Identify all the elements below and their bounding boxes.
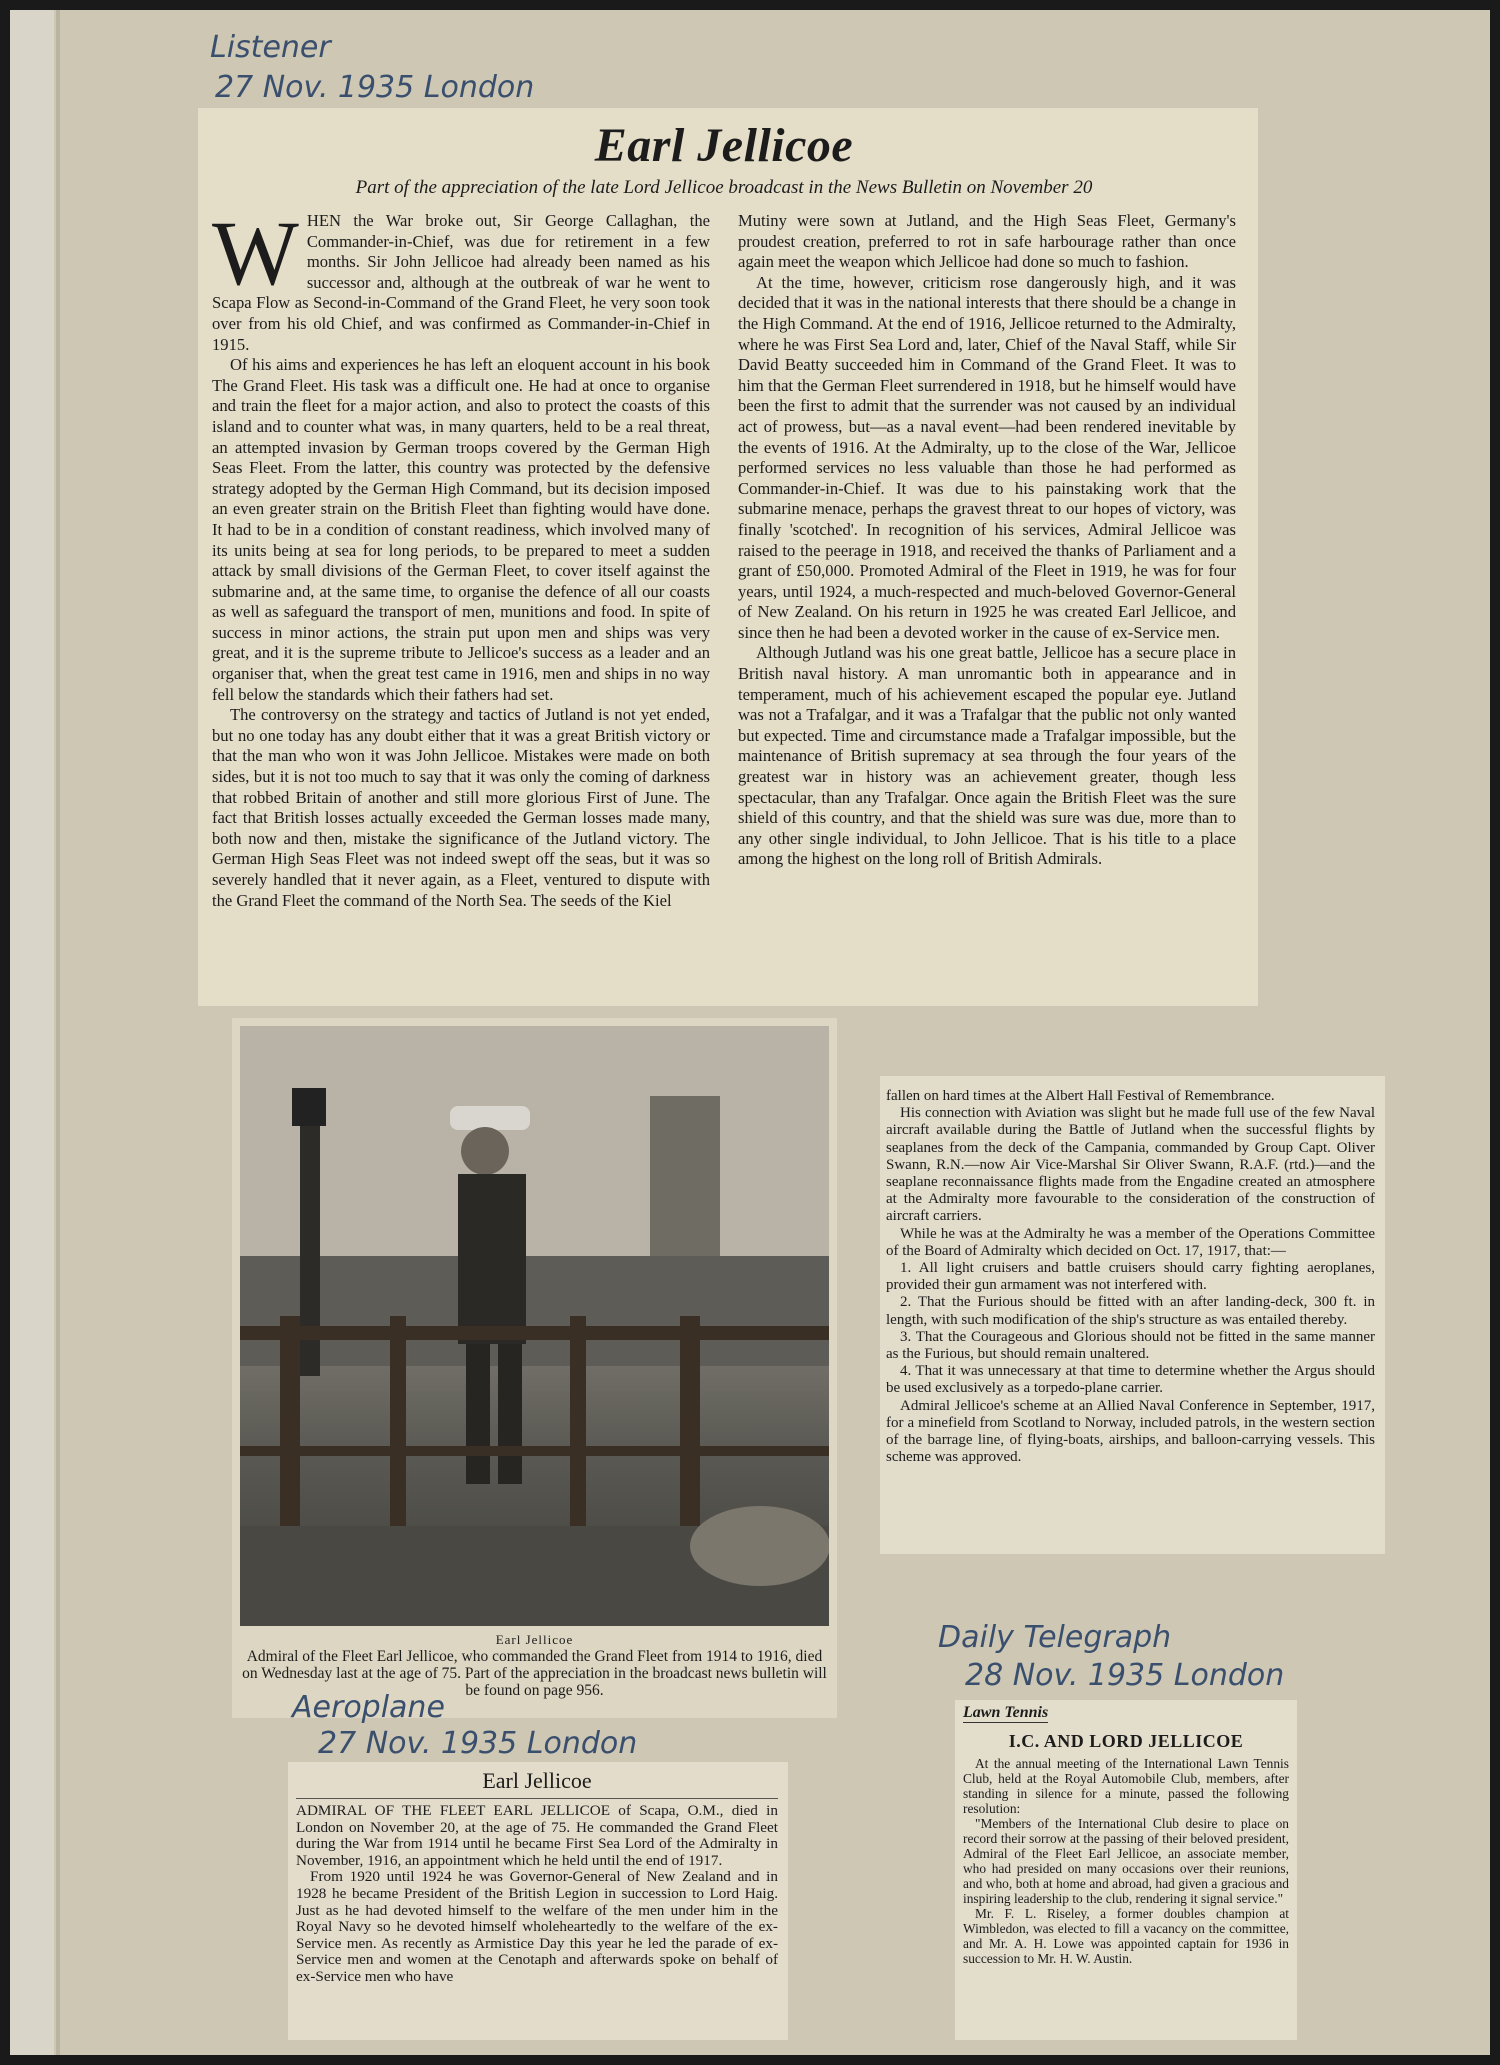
article-paragraph: The controversy on the strategy and tactics of Jutland is not yet ended, but no one today has any doubt either that it was a great British victory or that the man who won it was John Jellicoe. Mistakes were made on both sides, but it is not too much to say that it was only the coming of darkness that robbed Britain of another and still more glorious First of June. The fact that British losses actually exceeded the German losses made many, both now and then, mistake the significance of the Jutland victory. The German High Seas Fleet was not indeed swept off the seas, but it was so severely handled that it never again, as a Fleet, ventured to dispute with the Grand Fleet the command of the North Sea. The seeds of the Kiel [212,705,710,910]
article-paragraph: WHEN the War broke out, Sir George Callaghan, the Commander-in-Chief, was due for retirement in a few months. Sir John Jellicoe had already been named as his successor and, although at the outbreak of war he went to Scapa Flow as Second-in-Command of the Grand Fleet, he very soon took over from his old Chief, and was confirmed as Commander-in-Chief in 1915. [212,202,710,354]
page-spine [56,10,60,2055]
article-paragraph: Mutiny were sown at Jutland, and the High Seas Fleet, Germany's proudest creation, preferred to rot in safe harbourage rather than once again meet the weapon which Jellicoe had done so much to fashion. [738,211,1236,272]
tennis-paragraph: At the annual meeting of the International Lawn Tennis Club, held at the Royal Automobile Club, members, after standing in silence for a minute, passed the following resolution: [963,1756,1289,1816]
tennis-kicker: Lawn Tennis [963,1704,1049,1721]
handwritten-source-telegraph: Daily Telegraph [938,1620,1172,1655]
aviation-paragraph: Admiral Jellicoe's scheme at an Allied Naval Conference in September, 1917, for a minefield from Scotland to Norway, included patrols, in the western section of the barrage line, of flying-boats, airships, and balloon-carrying vessels. This scheme was approved. [886,1397,1375,1466]
article-column-2 [738,211,1236,911]
aviation-paragraph: 3. That the Courageous and Glorious should not be fitted in the same manner as the Furious, but should remain unaltered. [886,1328,1375,1363]
article-paragraph: Of his aims and experiences he has left an eloquent account in his book The Grand Fleet. His task was a difficult one. He had at once to organise and train the fleet for a major action, and also to protect the coasts of this island and to counter what was, in many quarters, held to be a real threat, an attempted invasion by German troops covered by the German High Seas Fleet. From the latter, this country was protected by the defensive strategy adopted by the German High Command, but its decision imposed an even greater strain on the British Fleet than fighting would have done. It had to be in a condition of constant readiness, which involved many of its units being at sea for long periods, to be prepared to meet a sudden attack by small divisions of the German Fleet, to cover itself against the submarine and, at the same time, to organise the defence of all our coasts as well as safeguard the transport of men, munitions and food. In spite of success in minor actions, the strain put upon men and ships was very great, and it is the supreme tribute to Jellicoe's success as a leader and an organiser that, when the great test came in 1916, men and ships in no way fell below the standards which their fathers had set. [212,355,710,704]
handwritten-source-listener: Listener [210,30,331,65]
tennis-headline: I.C. AND LORD JELLICOE [1008,1731,1244,1751]
main-article-clipping [198,108,1258,1006]
handwritten-date-aeroplane: 27 Nov. 1935 London [318,1726,638,1761]
aviation-paragraph: His connection with Aviation was slight but he made full use of the few Naval aircraft available during the Battle of Jutland when the successful flights by seaplanes from the deck of the Campania, commanded by Group Capt. Oliver Swann, R.N.—now Air Vice-Marshal Sir Oliver Swann, R.A.F. (rtd.)—and the seaplane reconnaissance flights made from the Engadine created an atmosphere at the Admiralty more favourable to the consideration of the construction of aircraft carriers. [886,1105,1375,1225]
aeroplane-paragraph: ADMIRAL OF THE FLEET EARL JELLICOE of Scapa, O.M., died in London on November 20, at the age of 75. He commanded the Grand Fleet during the War from 1914 until he became First Sea Lord of the Admiralty in November, 1916, an appointment which he held until the end of 1917. [296,1802,778,1869]
article-title: Earl Jellicoe [594,119,854,172]
handwritten-date-telegraph: 28 Nov. 1935 London [965,1658,1285,1693]
admiral-photo [240,1026,829,1626]
article-paragraph: At the time, however, criticism rose dangerously high, and it was decided that it was in the national interests that there should be a change in the High Command. At the end of 1916, Jellicoe returned to the Admiralty, where he was First Sea Lord and, later, Chief of the Naval Staff, while Sir David Beatty succeeded him in Command of the Grand Fleet. It was to him that the German Fleet surrendered in 1918, but he himself would have been the first to admit that the surrender was not caused by an individual act of prowess, but—as a naval event—had been rendered inevitable by the events of 1916. At the Admiralty, up to the close of the War, Jellicoe performed services no less valuable than those he had performed as Commander-in-Chief. It was due to his painstaking work that the submarine menace, perhaps the gravest threat to our hopes of victory, was finally 'scotched'. In recognition of his services, Admiral Jellicoe was raised to the peerage in 1918, and received the thanks of Parliament and a grant of £50,000. Promoted Admiral of the Fleet in 1919, he was for four years, until 1924, a much-respected and much-beloved Governor-General of New Zealand. On his return in 1925 he was created Earl Jellicoe, and since then he had been a devoted worker in the cause of ex-Service men. [738,272,1236,642]
drop-cap: W [212,202,299,304]
aviation-paragraph: 4. That it was unnecessary at that time to determine whether the Argus should be used exclusively as a torpedo-plane carrier. [886,1363,1375,1397]
article-column-1 [212,202,710,911]
aeroplane-clip-title: Earl Jellicoe [296,1768,778,1799]
tennis-paragraph: Mr. F. L. Riseley, a former doubles champion at Wimbledon, was elected to fill a vacancy on the committee, and Mr. A. H. Lowe was appointed captain for 1936 in succession to Mr. H. W. Austin. [963,1906,1289,1966]
aviation-paragraph: 2. That the Furious should be fitted with an after landing-deck, 300 ft. in length, with such modification of the ship's structure as was entailed thereby. [886,1294,1375,1328]
handwritten-date-listener: 27 Nov. 1935 London [215,70,535,105]
aeroplane-paragraph: From 1920 until 1924 he was Governor-General of New Zealand and in 1928 he became President of the British Legion in succession to Lord Haig. Just as he had devoted himself to the welfare of the men under him in the Royal Navy so he devoted himself wholeheartedly to the welfare of the ex-Service men. As recently as Armistice Day this year he led the parade of ex-Service men and women at the Cenotaph and afterwards spoke on behalf of ex-Service men who have [296,1868,778,1985]
photo-caption: Admiral of the Fleet Earl Jellicoe, who commanded the Grand Fleet from 1914 to 1916, died on Wednesday last at the age of 75. Part of the appreciation in the broadcast news bulletin will be found on page 956. [242,1648,827,1699]
photo-caption-title: Earl Jellicoe [495,1632,574,1647]
article-paragraph: Although Jutland was his one great battle, Jellicoe has a secure place in British naval history. A man unromantic both in appearance and in temperament, much of his achievement escaped the popular eye. Jutland was not a Trafalgar, and it was a Trafalgar that the public not only wanted but expected. Time and circumstance made a Trafalgar impossible, but the maintenance of British supremacy at sea through the four years of the greatest war in history was an achievement greater, though less spectacular, than any Trafalgar. Once again the British Fleet was the sure shield of this country, and that the shield was sure was due, more than to any other single individual, to John Jellicoe. That is his title to a place among the highest on the long roll of British Admirals. [738,643,1236,869]
photo-clipping [232,1018,837,1718]
aviation-paragraph: 1. All light cruisers and battle cruisers should carry fighting aeroplanes, provided their gun armament was not interfered with. [886,1260,1375,1294]
tennis-paragraph: "Members of the International Club desire to place on record their sorrow at the passing of their beloved president, Admiral of the Fleet Earl Jellicoe, an associate member, who had presided on many occasions over their reunions, and who, both at home and abroad, had given a gracious and inspiring leadership to the club, rendering it signal service." [963,1816,1289,1906]
admiral-photo-illustration [240,1026,829,1626]
handwritten-source-aeroplane: Aeroplane [292,1690,445,1725]
aeroplane-clipping [288,1762,788,2040]
aviation-paragraph: While he was at the Admiralty he was a member of the Operations Committee of the Board of Admiralty which decided on Oct. 17, 1917, that:— [886,1225,1375,1259]
aviation-paragraph: fallen on hard times at the Albert Hall Festival of Remembrance. [886,1088,1275,1104]
aviation-clipping [880,1076,1385,1554]
article-subtitle: Part of the appreciation of the late Lord Jellicoe broadcast in the News Bulletin on November 20 [355,177,1093,198]
lawn-tennis-clipping [955,1700,1297,2040]
